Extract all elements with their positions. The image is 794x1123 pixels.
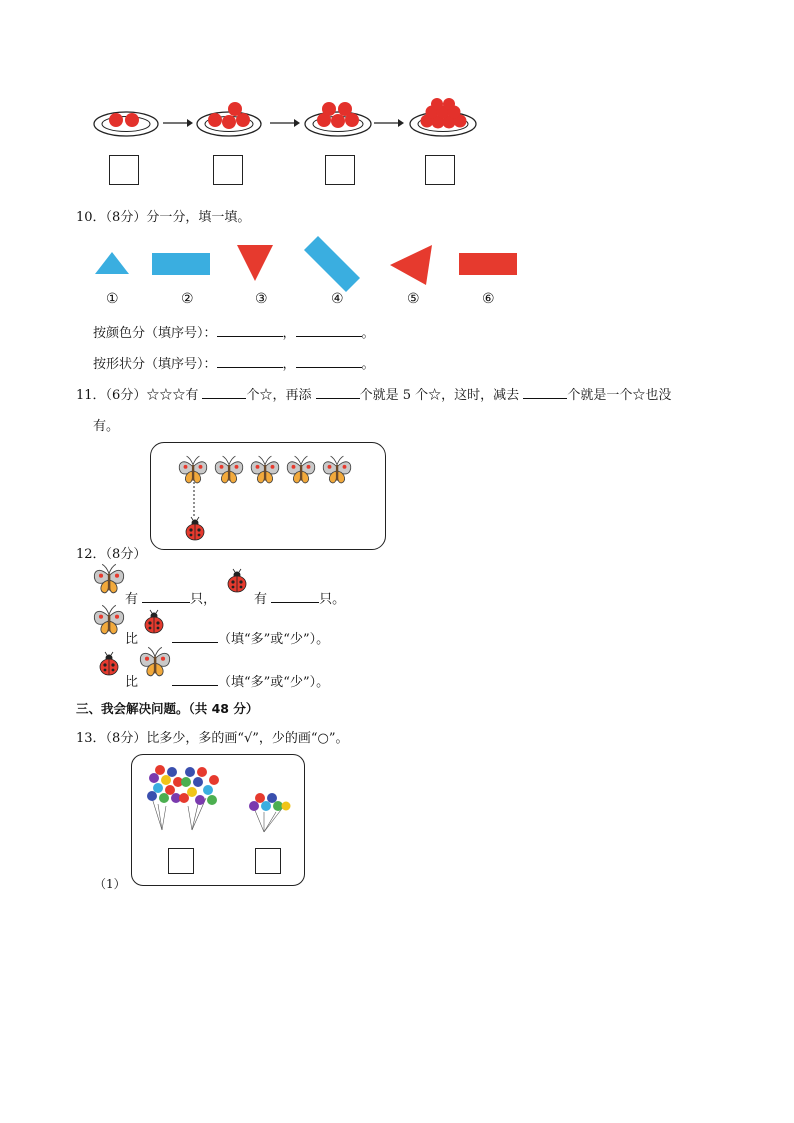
shape-label-1: ① [106, 291, 119, 307]
end-mark: 。 [361, 357, 375, 372]
q11-row-1 [76, 384, 671, 403]
q12-hint-2: （填“多”或“少”）。 [218, 675, 330, 690]
q12-row-1b [254, 588, 345, 607]
q13-answer-box-right[interactable] [255, 848, 281, 874]
q11-part-2: 个☆，再添 [246, 388, 312, 403]
q11-part-4: 个就是一个☆也没 [567, 388, 672, 403]
butterfly-icon [286, 454, 316, 484]
q12-butterfly-count-blank[interactable] [142, 590, 190, 603]
shape-5-red-triangle [388, 243, 434, 287]
answer-box-apples-3[interactable] [325, 155, 355, 185]
shape-label-3: ③ [255, 291, 268, 307]
q11-blank-3[interactable] [523, 386, 567, 399]
separator: ， [282, 326, 296, 341]
ladybug-icon [141, 609, 167, 635]
shape-4-blue-tilted-rectangle [302, 234, 362, 294]
q11-part-5: 有。 [93, 419, 120, 434]
apple-plate-2 [195, 98, 265, 140]
butterfly-icon [93, 562, 125, 594]
shape-label-4: ④ [331, 291, 344, 307]
q11-blank-2[interactable] [316, 386, 360, 399]
apple-plate-3 [303, 96, 375, 140]
butterfly-icon [214, 454, 244, 484]
shape-label-2: ② [181, 291, 194, 307]
answer-box-apples-4[interactable] [425, 155, 455, 185]
balloon-bunch-small [246, 792, 292, 834]
q12-zhi-end: 只。 [319, 592, 346, 607]
q12-bi-1: 比 [125, 632, 139, 647]
q12-hint-1: （填“多”或“少”）。 [218, 632, 330, 647]
q10-header: 10．（8分）分一分，填一填。 [76, 210, 251, 225]
ladybug-icon [96, 651, 122, 677]
butterfly-icon [93, 603, 125, 635]
q12-row-3 [172, 671, 329, 690]
q12-you-2: 有 [254, 592, 268, 607]
by-color-blank-1[interactable] [217, 324, 283, 337]
q13-sub-1: （1） [94, 877, 126, 891]
butterfly-icon [178, 454, 208, 484]
shape-3-red-triangle [235, 243, 275, 283]
q12-compare-blank-1[interactable] [172, 630, 218, 643]
ladybug-icon [182, 516, 208, 542]
by-color-label: 按颜色分（填序号）： [93, 326, 217, 341]
arrow-icon [270, 118, 300, 128]
section-3-title: 三、我会解决问题。（共 48 分） [76, 701, 259, 716]
q12-header: 12．（8分） [76, 547, 147, 562]
answer-box-apples-1[interactable] [109, 155, 139, 185]
q10-by-color-row [93, 322, 375, 341]
q11-blank-1[interactable] [202, 386, 246, 399]
shape-2-blue-rectangle [151, 252, 211, 276]
apple-plate-1 [92, 100, 162, 140]
separator: ， [282, 357, 296, 372]
q13-header: 13．（8分）比多少，多的画“√”，少的画“○”。 [76, 731, 349, 746]
q12-compare-blank-2[interactable] [172, 673, 218, 686]
arrow-icon [163, 118, 193, 128]
by-shape-label: 按形状分（填序号）： [93, 357, 217, 372]
ladybug-icon [224, 568, 250, 594]
butterfly-icon [250, 454, 280, 484]
apple-plate-4 [408, 96, 480, 140]
dotted-connector [192, 482, 196, 518]
butterfly-icon [139, 645, 171, 677]
by-shape-blank-2[interactable] [296, 355, 362, 368]
arrow-icon [374, 118, 404, 128]
q12-ladybug-count-blank[interactable] [271, 590, 319, 603]
q11-part-1: 11．（6分）☆☆☆有 [76, 388, 199, 403]
shape-label-6: ⑥ [482, 291, 495, 307]
q11-part-3: 个就是 5 个☆，这时，减去 [359, 388, 520, 403]
answer-box-apples-2[interactable] [213, 155, 243, 185]
q12-zhi-comma: 只， [190, 592, 217, 607]
q12-you-1: 有 [125, 592, 139, 607]
by-shape-blank-1[interactable] [217, 355, 283, 368]
butterfly-icon [322, 454, 352, 484]
q13-answer-box-left[interactable] [168, 848, 194, 874]
shape-label-5: ⑤ [407, 291, 420, 307]
q12-row-2 [172, 628, 329, 647]
q10-by-shape-row [93, 353, 375, 372]
balloon-bunch-large [144, 764, 224, 834]
shape-1-blue-triangle [93, 250, 131, 276]
q12-row-1 [125, 588, 216, 607]
q12-bi-2: 比 [125, 675, 139, 690]
shape-6-red-rectangle [458, 252, 518, 276]
by-color-blank-2[interactable] [296, 324, 362, 337]
end-mark: 。 [361, 326, 375, 341]
